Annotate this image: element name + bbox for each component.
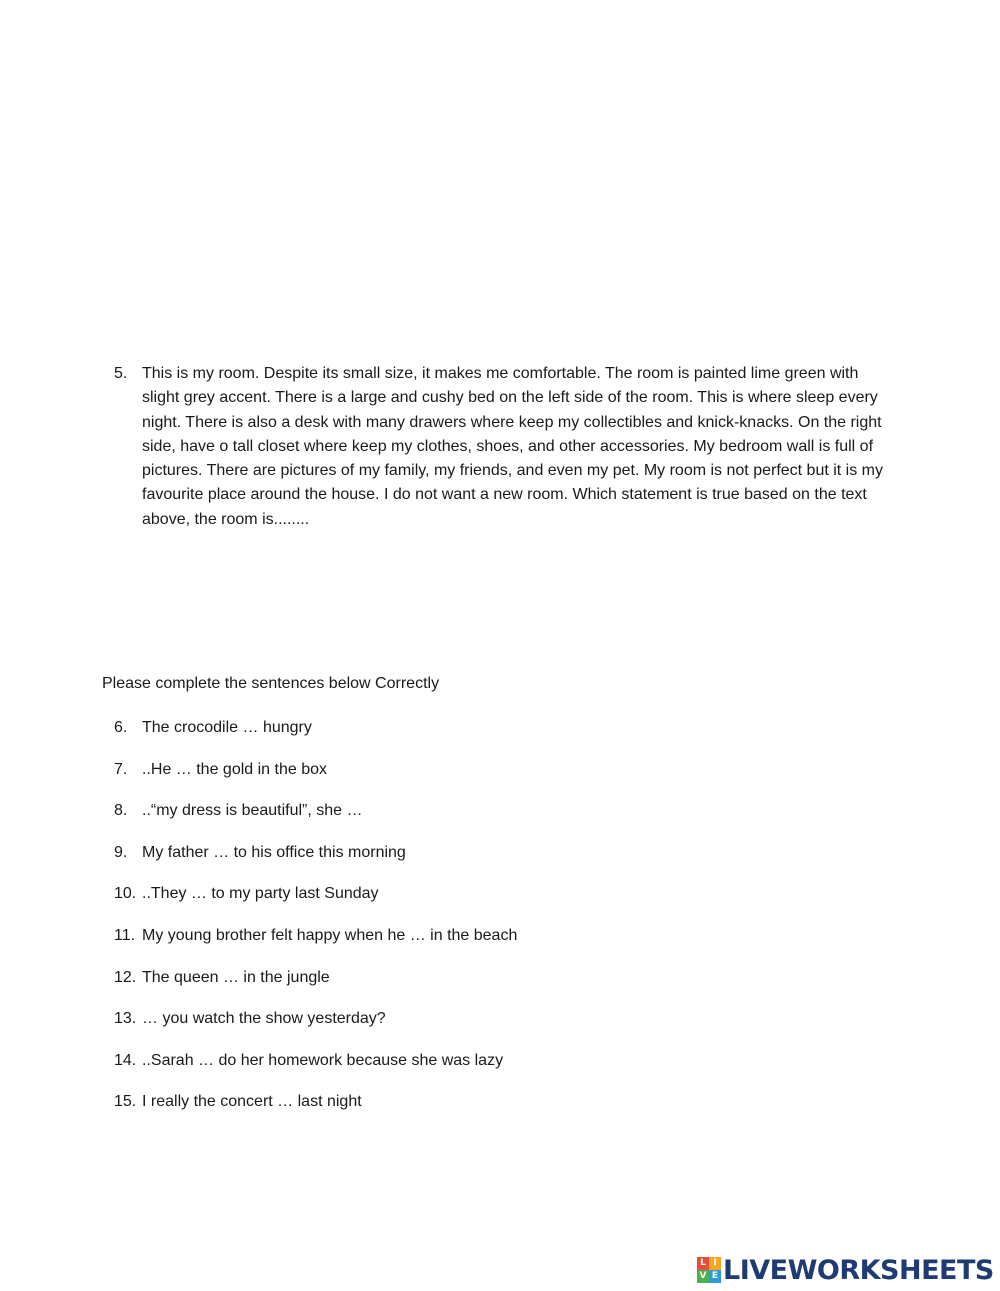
item-text: The queen … in the jungle [142, 968, 330, 986]
list-item [114, 1092, 714, 1134]
item-number: 11. [114, 926, 136, 944]
live-logo-icon [697, 1257, 721, 1283]
list-item [114, 968, 714, 1010]
list-item [114, 760, 714, 802]
sentence-list [114, 718, 714, 1134]
list-item [114, 1051, 714, 1093]
liveworksheets-logo [697, 1255, 994, 1285]
list-item [114, 884, 714, 926]
item-text: ..They … to my party last Sunday [142, 885, 379, 903]
item-text: ..Sarah … do her homework because she was lazy [142, 1051, 504, 1069]
item-text: … you watch the show yesterday? [142, 1010, 386, 1028]
list-item [114, 801, 714, 843]
item-number: 8. [114, 802, 128, 820]
item-number: 6. [114, 719, 128, 736]
item-number: 9. [114, 843, 128, 861]
item-text: I really the concert … last night [142, 1093, 362, 1111]
instruction-text: Please complete the sentences below Correctly [102, 675, 440, 692]
logo-mark-letter: E [709, 1270, 721, 1283]
item-text: My father … to his office this morning [142, 843, 406, 861]
question-text: This is my room. Despite its small size, it makes me comfortable. The room is painted lime green with slight grey accent. There is a large and cushy bed on the left side of the room. This is where sleep every night. There is also a desk with many drawers where keep my collectibles and knick-knacks. On the right side, have o tall closet where keep my clothes, shoes, and other accessories. My bedroom wall is full of pictures. There are pictures of my family, my friends, and even my pet. My room is not perfect but it is my favourite place around the house. I do not want a new room. Which statement is true based on the text above, the room is........ [142, 365, 884, 528]
list-item [114, 843, 714, 885]
item-text: ..He … the gold in the box [142, 760, 327, 778]
list-item [114, 718, 714, 760]
logo-mark-letter: I [709, 1257, 721, 1270]
item-number: 10. [114, 885, 137, 903]
list-item [114, 1009, 714, 1051]
list-item [114, 926, 714, 968]
item-number: 15. [114, 1093, 137, 1111]
item-number: 7. [114, 760, 128, 778]
item-number: 12. [114, 968, 137, 986]
item-text: ..“my dress is beautiful”, she … [142, 802, 363, 820]
item-text: My young brother felt happy when he … in the beach [142, 926, 518, 944]
logo-mark-letter: V [697, 1270, 709, 1283]
item-number: 14. [114, 1051, 137, 1069]
logo-wordmark: LIVEWORKSHEETS [723, 1254, 994, 1286]
logo-mark-letter: L [697, 1257, 709, 1270]
question-number: 5. [114, 365, 128, 382]
item-text: The crocodile … hungry [142, 719, 312, 736]
question-5 [114, 362, 884, 532]
item-number: 13. [114, 1010, 137, 1028]
